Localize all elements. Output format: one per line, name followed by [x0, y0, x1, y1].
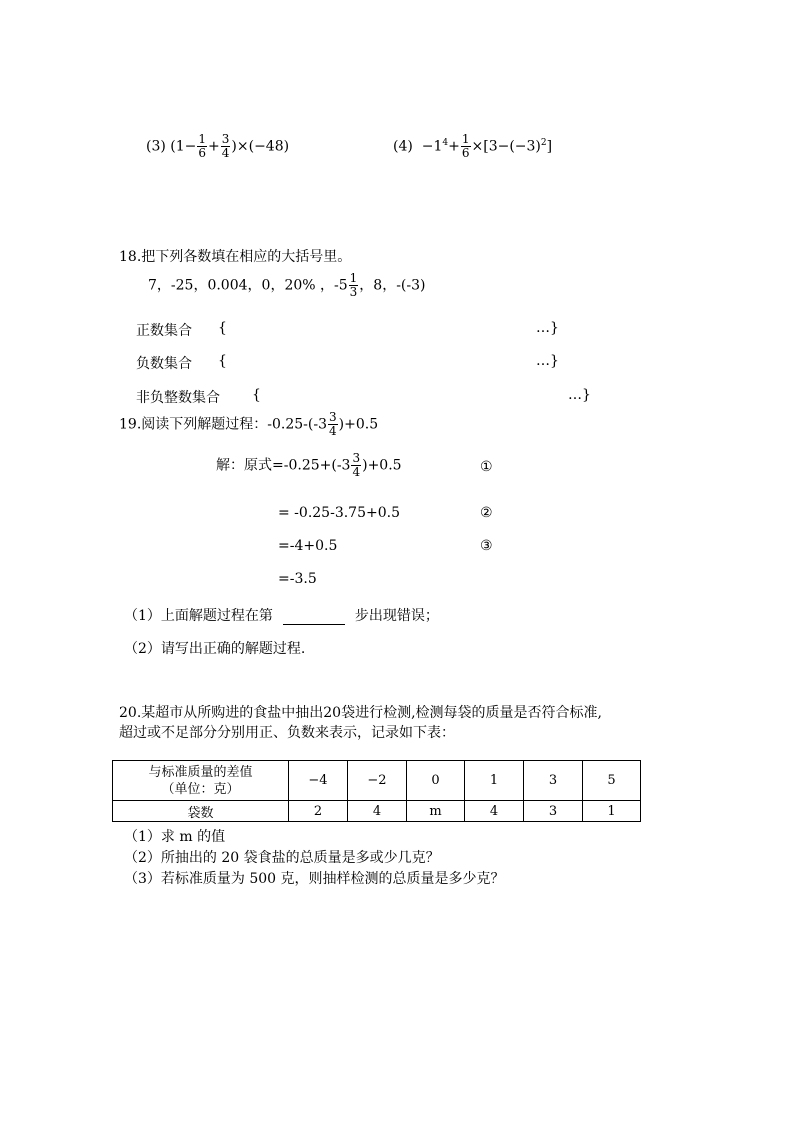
fraction: $\frac{3}{4}$	[221, 132, 230, 160]
step3-marker: ③	[480, 538, 493, 554]
q19-step4: =-3.5	[278, 571, 317, 587]
table-cell: m	[407, 801, 465, 822]
q19-title: 19.阅读下列解题过程：-0.25-(-3 $\frac{3}{4}$ )+0.5	[119, 410, 379, 438]
positive-set-label: 正数集合	[136, 323, 192, 339]
fraction: $\frac{3}{4}$	[352, 451, 361, 479]
step2-marker: ②	[480, 505, 493, 521]
q18-title: 18.把下列各数填在相应的大括号里。	[119, 249, 352, 265]
q20-line1: 20.某超市从所购进的食盐中抽出20袋进行检测,检测每袋的质量是否符合标准,	[119, 705, 602, 721]
negative-set-close-brace: …}	[536, 353, 559, 369]
table-row	[113, 801, 641, 822]
table-cell: 3	[524, 761, 583, 801]
q19-step2: = -0.25-3.75+0.5	[278, 505, 400, 521]
table-cell: 1	[465, 761, 524, 801]
table-cell: −2	[348, 761, 407, 801]
q19-step3: =-4+0.5	[278, 538, 338, 554]
table-cell: 3	[524, 801, 583, 822]
fraction: $\frac{3}{4}$	[329, 410, 337, 438]
table-cell: −4	[289, 761, 348, 801]
positive-set-close-brace: …}	[536, 320, 559, 336]
q20-line2: 超过或不足部分分别用正、负数来表示，记录如下表：	[119, 725, 455, 741]
q17-item3-expression: (3) (1− $\frac{1}{6}$ + $\frac{3}{4}$ )×(−48)	[146, 132, 290, 160]
table-cell: 4	[465, 801, 524, 822]
table-cell: 0	[407, 761, 465, 801]
q18-number-list: 7，-25，0.004，0，20% ，-5 $\frac{1}{3}$ ，8，-(-3)	[148, 271, 426, 299]
non-negative-integer-set-open-brace: {	[252, 387, 261, 403]
non-negative-integer-set-close-brace: …}	[568, 387, 591, 403]
table-row-label: 袋数	[113, 801, 289, 822]
table-cell: 4	[348, 801, 407, 822]
q19-sub2: （2）请写出正确的解题过程.	[124, 641, 306, 657]
negative-set-label: 负数集合	[136, 356, 192, 372]
q20-sub1: （1）求 m 的值	[124, 829, 226, 845]
salt-weight-table	[112, 760, 641, 822]
fraction: $\frac{1}{6}$	[461, 132, 470, 160]
q19-sub1: （1）上面解题过程在第 步出现错误；	[124, 608, 439, 624]
negative-set-open-brace: {	[218, 353, 227, 369]
q20-sub2: （2）所抽出的 20 袋食盐的总质量是多或少几克？	[124, 850, 440, 866]
q19-step1: 解：原式=-0.25+(-3 $\frac{3}{4}$ )+0.5	[216, 451, 402, 479]
step1-marker: ①	[480, 459, 493, 475]
table-cell: 1	[583, 801, 641, 822]
fraction: $\frac{1}{6}$	[198, 132, 207, 160]
table-row	[113, 761, 641, 801]
q17-item4-expression: $(4) -1^4+$ $\frac{1}{6}$ $\times[3-(-3)^2]$	[393, 132, 553, 160]
positive-set-open-brace: {	[218, 320, 227, 336]
q20-sub3: （3）若标准质量为 500 克，则抽样检测的总质量是多少克？	[124, 871, 505, 887]
non-negative-integer-set-label: 非负整数集合	[136, 390, 220, 406]
answer-blank[interactable]	[283, 610, 345, 625]
fraction: $\frac{1}{3}$	[349, 271, 358, 299]
table-cell: 5	[583, 761, 641, 801]
table-header-cell: 与标准质量的差值 （单位：克）	[113, 761, 289, 801]
table-cell: 2	[289, 801, 348, 822]
